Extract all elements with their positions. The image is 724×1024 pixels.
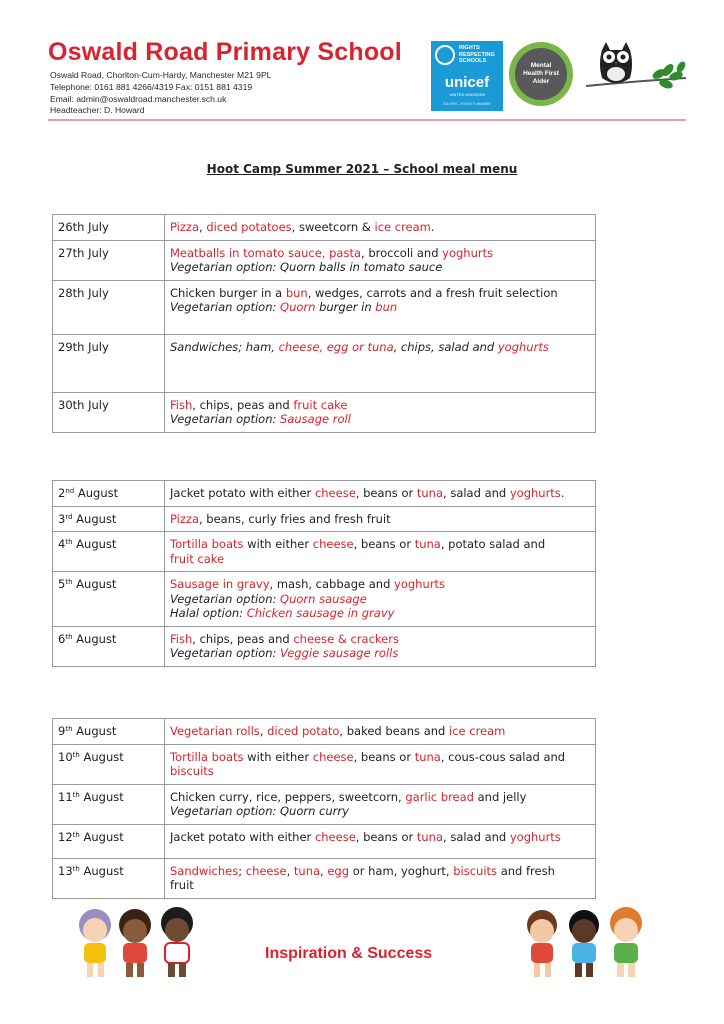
menu-meal	[165, 392, 596, 432]
menu-meal	[165, 506, 596, 532]
menu-meal	[165, 784, 596, 824]
menu-row	[53, 532, 596, 572]
unicef-wordmark: unicef	[444, 74, 490, 91]
menu-date: 5th August	[53, 572, 165, 627]
email: Email: admin@oswaldroad.manchester.sch.uk	[50, 93, 227, 104]
menu-date: 3rd August	[53, 506, 165, 532]
menu-row	[53, 784, 596, 824]
menu-date: 11th August	[53, 784, 165, 824]
headteacher: Headteacher: D. Howard	[50, 105, 145, 116]
menu-meal	[165, 532, 596, 572]
meal-line: Sandwiches; cheese, tuna, egg or ham, yoghurt, biscuits and fresh	[170, 863, 555, 878]
rights-text: RIGHTS RESPECTING SCHOOLS	[459, 45, 495, 64]
menu-meal	[165, 215, 596, 241]
meal-line: Vegetarian rolls, diced potato, baked beans and ice cream	[170, 724, 506, 738]
menu-date: 13th August	[53, 858, 165, 898]
week-2-menu-table	[52, 480, 596, 667]
menu-row	[53, 572, 596, 627]
meal-line: Halal option: Chicken sausage in gravy	[170, 606, 395, 620]
menu-meal	[165, 240, 596, 280]
address: Oswald Road, Chorlton-Cum-Hardy, Manchester M21 9PL	[50, 70, 272, 80]
mental-health-first-aider-logo	[509, 42, 573, 106]
award-label: SILVER - RIGHTS AWARE	[443, 101, 491, 106]
menu-meal	[165, 824, 596, 858]
meal-line: Chicken curry, rice, peppers, sweetcorn, garlic bread and jelly	[170, 789, 527, 804]
unicef-uk-label: UNITED KINGDOM	[449, 92, 485, 97]
meal-line: fruit	[170, 878, 194, 892]
meal-line: Tortilla boats with either cheese, beans or tuna, potato salad and	[170, 537, 546, 551]
footer-tagline: Inspiration & Success	[265, 945, 433, 962]
menu-meal	[165, 744, 596, 784]
menu-date: 2nd August	[53, 481, 165, 507]
meal-line: Jacket potato with either cheese, beans or tuna, salad and yoghurts	[170, 829, 561, 844]
menu-row	[53, 744, 596, 784]
globe-icon	[435, 45, 455, 65]
menu-row	[53, 240, 596, 280]
menu-date: 12th August	[53, 824, 165, 858]
menu-row	[53, 626, 596, 666]
menu-meal	[165, 626, 596, 666]
menu-row	[53, 215, 596, 241]
menu-row	[53, 506, 596, 532]
header-divider	[48, 119, 686, 121]
meal-line: Fish, chips, peas and cheese & crackers	[170, 631, 399, 646]
meal-line: Vegetarian option: Quorn burger in bun	[170, 300, 398, 314]
menu-date: 26th July	[53, 215, 165, 241]
meal-line: Vegetarian option: Veggie sausage rolls	[170, 646, 399, 660]
school-name: Oswald Road Primary School	[48, 38, 402, 66]
children-illustration-right	[512, 903, 662, 985]
menu-meal	[165, 334, 596, 392]
meal-line: Vegetarian option: Quorn balls in tomato sauce	[170, 260, 443, 274]
menu-title: Hoot Camp Summer 2021 – School meal menu	[206, 162, 518, 176]
menu-meal	[165, 858, 596, 898]
mental-health-label: Mental Health First Aider	[523, 62, 559, 85]
menu-date: 9th August	[53, 719, 165, 745]
meal-line: Pizza, beans, curly fries and fresh fruit	[170, 511, 391, 526]
menu-meal	[165, 481, 596, 507]
meal-line: Jacket potato with either cheese, beans or tuna, salad and yoghurts.	[170, 486, 565, 500]
meal-line: Tortilla boats with either cheese, beans or tuna, cous-cous salad and	[170, 749, 566, 764]
meal-line: Meatballs in tomato sauce, pasta, broccoli and yoghurts	[170, 245, 494, 260]
meal-line: fruit cake	[170, 551, 225, 566]
meal-line: Vegetarian option: Quorn sausage	[170, 591, 367, 606]
meal-line: Pizza, diced potatoes, sweetcorn & ice cream.	[170, 220, 435, 234]
menu-meal	[165, 280, 596, 334]
menu-row	[53, 824, 596, 858]
menu-row	[53, 280, 596, 334]
meal-line: Vegetarian option: Sausage roll	[170, 412, 351, 426]
menu-date: 29th July	[53, 334, 165, 392]
menu-date: 4th August	[53, 532, 165, 572]
menu-meal	[165, 572, 596, 627]
menu-row	[53, 334, 596, 392]
week-1-menu-table	[52, 214, 596, 433]
meal-line: biscuits	[170, 764, 214, 778]
contact-block	[50, 70, 271, 117]
children-illustration-left	[65, 903, 215, 985]
meal-line: Vegetarian option: Quorn curry	[170, 804, 349, 818]
meal-line: Sandwiches; ham, cheese, egg or tuna, chips, salad and yoghurts	[170, 339, 549, 354]
menu-row	[53, 392, 596, 432]
menu-date: 6th August	[53, 626, 165, 666]
unicef-rights-respecting-logo	[431, 41, 503, 111]
menu-date: 28th July	[53, 280, 165, 334]
menu-date: 10th August	[53, 744, 165, 784]
menu-row	[53, 481, 596, 507]
meal-line: Chicken burger in a bun, wedges, carrots and a fresh fruit selection	[170, 285, 558, 300]
meal-line: Sausage in gravy, mash, cabbage and yoghurts	[170, 577, 445, 591]
menu-row	[53, 719, 596, 745]
menu-row	[53, 858, 596, 898]
menu-date: 27th July	[53, 240, 165, 280]
meal-line: Fish, chips, peas and fruit cake	[170, 397, 348, 412]
owl-on-branch-logo	[586, 40, 690, 104]
menu-date: 30th July	[53, 392, 165, 432]
telephone: Telephone: 0161 881 4266/4319 Fax: 0151 881 4319	[50, 81, 253, 92]
week-3-menu-table	[52, 718, 596, 899]
menu-meal	[165, 719, 596, 745]
